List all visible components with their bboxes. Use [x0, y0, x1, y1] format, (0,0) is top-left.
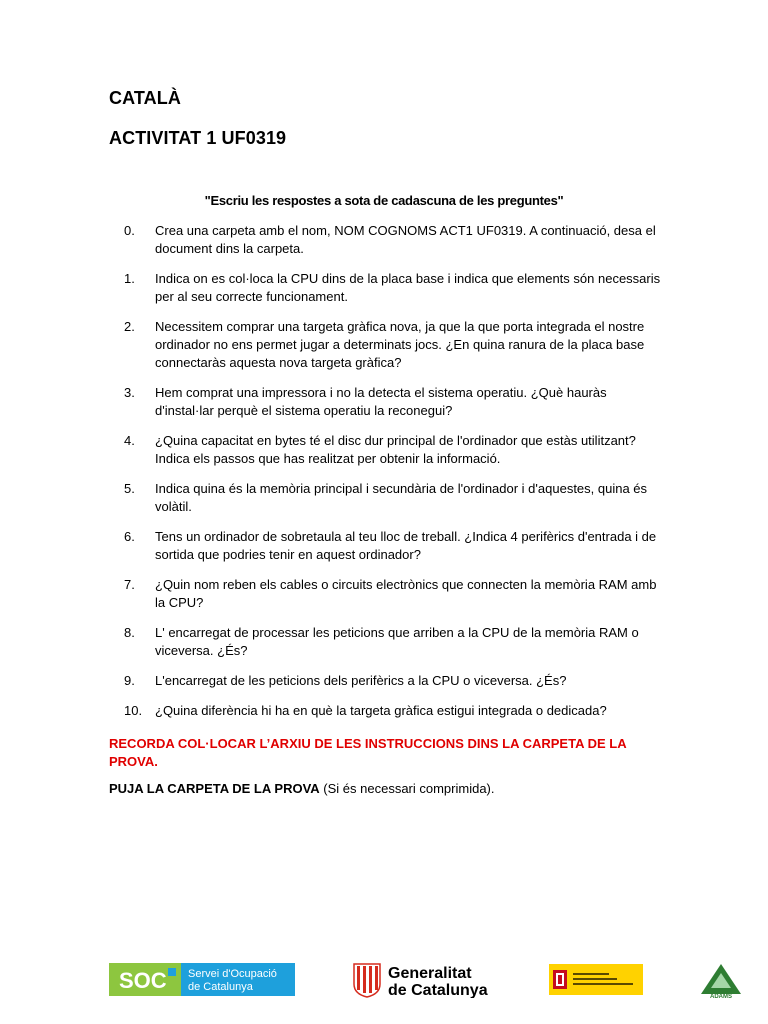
reminder-note: RECORDA COL·LOCAR L’ARXIU DE LES INSTRUCCIONS DINS LA CARPETA DE LA PROVA. [109, 736, 627, 769]
question-text: Hem comprat una impressora i no la detecta el sistema operatiu. ¿Què hauràs d'instal·lar perquè el sistema operatiu la reconegui? [155, 385, 607, 418]
question-number: 6. [124, 529, 135, 544]
activity-title: ACTIVITAT 1 UF0319 [109, 128, 287, 148]
question-number: 9. [124, 673, 135, 688]
question-item [124, 576, 664, 612]
question-number: 2. [124, 319, 135, 334]
spain-coat-of-arms-icon [553, 970, 567, 989]
subject-heading: CATALÀ [109, 88, 181, 108]
adams-logo [700, 963, 742, 999]
question-number: 8. [124, 625, 135, 640]
ministerio-text-line [573, 983, 633, 985]
gencat-line2-text: de Catalunya [388, 982, 488, 998]
question-text: ¿Quin nom reben els cables o circuits electrònics que connecten la memòria RAM amb la CPU? [155, 577, 657, 610]
ministerio-logo [549, 964, 643, 995]
question-text: Indica on es col·loca la CPU dins de la placa base i indica que elements són necessaris per al seu correcte funcionament. [155, 271, 661, 304]
upload-instruction [109, 780, 669, 798]
ministerio-text-line [573, 973, 609, 975]
question-text: Indica quina és la memòria principal i secundària de l'ordinador i d'aquestes, quina és volàtil. [155, 481, 648, 514]
soc-logo-square [168, 968, 176, 976]
generalitat-logo [352, 962, 502, 998]
question-item [124, 384, 664, 420]
soc-mark-text: SOC [119, 968, 167, 993]
senyera-emblem-icon [354, 964, 380, 997]
question-item [124, 528, 664, 564]
question-item [124, 480, 664, 516]
question-number: 10. [124, 703, 143, 718]
gencat-line1-text: Generalitat [388, 965, 472, 982]
question-item [124, 702, 664, 720]
adams-label-text: ADAMS [710, 994, 732, 999]
question-number: 1. [124, 271, 135, 286]
question-text: Tens un ordinador de sobretaula al teu lloc de treball. ¿Indica 4 perifèrics d'entrada i de sortida que podries tenir en aquest ordinador? [155, 529, 657, 562]
question-item [124, 318, 664, 372]
upload-instruction-rest: (Si és necessari comprimida). [319, 781, 495, 796]
soc-line2-text: de Catalunya [188, 981, 253, 993]
questions-list [124, 222, 664, 720]
question-number: 7. [124, 577, 135, 592]
upload-instruction-bold: PUJA LA CARPETA DE LA PROVA [109, 781, 320, 796]
question-text: ¿Quina diferència hi ha en què la targeta gràfica estigui integrada o dedicada? [155, 703, 607, 718]
question-item [124, 222, 664, 258]
question-text: Crea una carpeta amb el nom, NOM COGNOMS ACT1 UF0319. A continuació, desa el document dins la carpeta. [155, 223, 656, 256]
question-text: L' encarregat de processar les peticions que arriben a la CPU de la memòria RAM o viceversa. ¿És? [155, 625, 639, 658]
question-item [124, 432, 664, 468]
question-number: 0. [124, 223, 135, 238]
ministerio-text-line [573, 978, 617, 980]
instruction-text: "Escriu les respostes a sota de cadascuna de les preguntes" [204, 193, 564, 208]
question-number: 4. [124, 433, 135, 448]
soc-logo [109, 963, 295, 996]
question-text: Necessitem comprar una targeta gràfica nova, ja que la que porta integrada el nostre ordinador no ens permet jugar a determinats jocs. ¿En quina ranura de la placa base connectaràs aquesta nova targeta gràfica? [155, 319, 645, 370]
soc-line1-text: Servei d'Ocupació [188, 968, 277, 980]
question-item [124, 624, 664, 660]
question-text: L'encarregat de les peticions dels perifèrics a la CPU o viceversa. ¿És? [155, 673, 567, 688]
question-item [124, 672, 664, 690]
question-item [124, 270, 664, 306]
question-number: 3. [124, 385, 135, 400]
question-number: 5. [124, 481, 135, 496]
question-text: ¿Quina capacitat en bytes té el disc dur principal de l'ordinador que estàs utilitzant? Indica els passos que has realitzat per obtenir la informació. [155, 433, 636, 466]
